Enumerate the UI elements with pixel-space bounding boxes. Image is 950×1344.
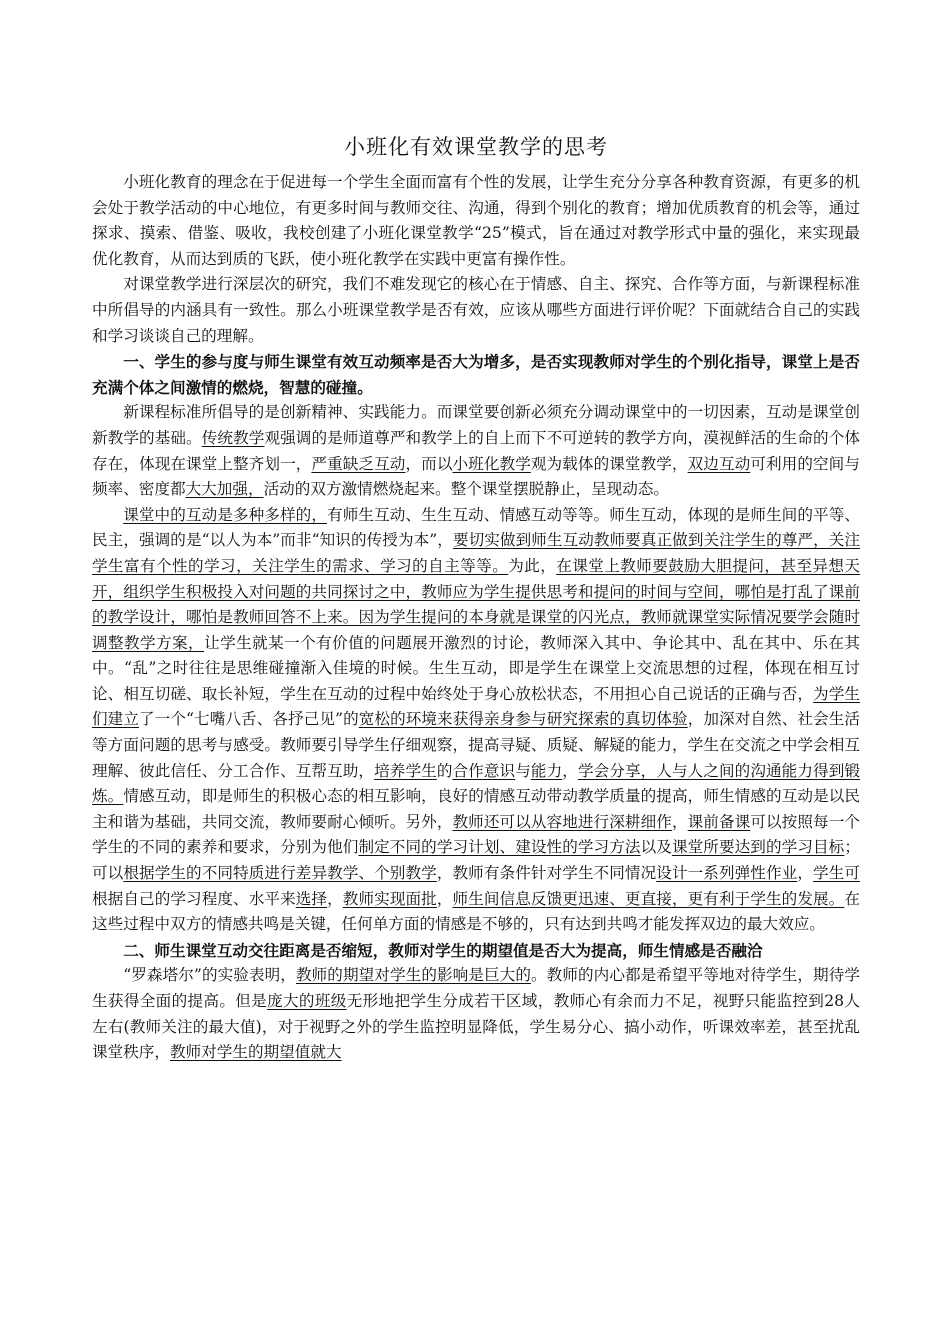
underlined-text: 根据学生的不同特质进行差异教学、个别教学 [123,864,437,883]
text-run: ， [562,761,578,780]
text-run: 可以按照每一个学生的不同的素养和要求，分别为他们 [92,812,860,857]
text-run: 活动的双方激情燃烧起来。整个课堂摆脱静止，呈现动态。 [263,480,670,499]
text-run: 无形地把学生分成若干区域，教师心有余而力不足，视野只能监控到28人左右(教师关注的最大值)，对于视野之外的学生监控明显降低，学生易分心、搞小动作，听课效率差，甚至扰乱课堂秩序， [92,992,860,1062]
text-run: 与 [515,761,531,780]
text-run: 有师生互动、生生互动、情感互动等等。师生互动，体现的是师生间的平等、民主，强调的是“以人为本”而非“知识的传授为本”， [92,505,860,550]
text-run: 情感互动，即是师生的积极心态的相互影响，良好的情感互动带动教学质量的提高，师生情感的互动是以民主和谐为基础，共同交流，教师要耐心倾听。另外， [92,787,860,831]
underlined-text: 课堂所要达到的学习目标 [671,838,845,857]
underlined-text: 传统教学 [201,428,265,447]
text-run: ， [797,864,814,883]
underlined-text: 教师的期望对学生的影响是巨大的 [295,966,531,985]
document-title: 小班化有效课堂教学的思考 [344,135,608,159]
underlined-text: 双边互动 [687,454,751,473]
underlined-text: 师生间信息反馈更迅速、更直接，更有利于学生的发展。 [452,889,845,908]
text-run: ，加深对自然、社会生活等方面问题的思考与感受。教师要引导学生仔细观察，提高寻疑、质疑、解疑的能力，学生在交流之中学会相互理解、彼此信任、分工合作、互帮互助， [92,710,860,780]
text-run: 。教师的内心都是希望平等地对待学生，期待学生获得全面的提高。但是 [92,966,860,1010]
paragraph-intro: 小班化教育的理念在于促进每一个学生全面而富有个性的发展，让学生充分分享各种教育资源，有更多的机会处于教学活动的中心地位，有更多时间与教师交往、沟通，得到个别化的教育；增加优质教育的机会等，通过探求、摸索、借鉴、吸收，我校创建了小班化课堂教学“25”模式，旨在通过对教学形式中量的强化，来实现最优化教育，从而达到质的飞跃，使小班化教学在实践中更富有操作性。 [92,173,860,268]
underlined-text: 学生可 [813,864,860,883]
underlined-text: 小班化教学 [452,454,531,473]
text-run: ， [436,889,453,908]
text-run: 可利用的空间与频率、密度都 [92,454,860,499]
underlined-text: 为学生们建立 [92,684,860,729]
underlined-text: 学会分享，人与人之间的沟通能力得到锻炼。 [92,761,860,806]
text-run: ，教师有条件针对学生不同情况 [436,864,657,883]
text-run: ；可以 [92,838,860,883]
paragraph-rosenthal [92,963,860,1065]
text-run: 在这些过程中双方的情感共鸣是关键，任何单方面的情感是不够的，只有达到共鸣才能发挥双边的最大效应。 [92,889,860,934]
text-run: 让学生就某一个有价值的问题展开激烈的讨论，教师深入其中、争论其中、乱在其中、乐在其中。“乱”之时往往是思维碰撞渐入佳境的时候。生生互动，即是学生在课堂上交流思想的过程，体现在相互讨论、相互切磋、取长补短，学生在互动的过程中始终处于身心放松状态，不用担心自己说话的正确与否， [92,633,860,703]
underlined-text: 庞大的班级 [267,992,347,1010]
underlined-text: 要切实做到师生互动教师要真正做到关注学生的尊严，关注学生富有个性的学习，关注学生的需求、学习的自主等等。 [92,531,860,575]
paragraph-interaction-basis [92,400,860,502]
underlined-text: 培养学生 [374,761,437,780]
text-run: 的 [436,761,453,780]
text-run: 根据自己的学习程度、水平来 [92,889,296,908]
underlined-text: 大大加强， [185,480,264,499]
underlined-text: 设计一系列弹性作业 [656,864,798,883]
text-run: “罗森塔尔”的实验表明， [123,966,296,985]
section-heading-1: 一、学生的参与度与师生课堂有效互动频率是否大为增多，是否实现教师对学生的个别化指导，课堂上是否充满个体之间激情的燃烧，智慧的碰撞。 [92,352,860,397]
underlined-text: 宽松的环境来获得亲身参与研究探索的真切体验 [358,710,688,729]
section-heading-2: 二、师生课堂互动交往距离是否缩短，教师对学生的期望值是否大为提高，师生情感是否融洽 [123,940,763,960]
underlined-text: 严重缺乏互动 [311,454,406,473]
underlined-text: 教师还可以从容地进行深耕细作 [452,812,672,831]
text-run: 以及 [640,838,672,857]
text-run: ， [671,812,688,831]
underlined-text: 课堂中的互动是多种多样的， [123,505,328,524]
text-run: ，而以 [405,454,453,473]
paragraph-interaction-types [92,503,860,938]
text-run: 观为载体的课堂教学， [530,454,688,473]
underlined-text: 能力 [530,761,563,780]
document-page [92,128,860,1066]
underlined-text: 教师对学生的期望值就大 [169,1043,342,1062]
text-run: ， [327,889,343,908]
underlined-text: 制定不同的学习计划、建设性的学习方法 [358,838,641,857]
text-run: 观强调的是师道尊严和教学上的自上而下不可逆转的教学方向，漠视鲜活的生命的个体存在，体现在课堂上整齐划一， [92,428,860,473]
text-run: 为此， [508,556,557,575]
underlined-text: 教师实现面批 [342,889,437,908]
underlined-text: 在课堂上教师要鼓励大胆提问，甚至异想天开，组织学生积极投入对问题的共同探讨之中，教师应为学生提供思考和提问的时间与空间，哪怕是打乱了课前的教学设计，哪怕是教师回答不上来。因为学生提问的本身就是课堂的闪光点，教师就课堂实际情况要学会随时调整教学方案， [92,556,860,652]
underlined-text: 选择 [295,889,328,908]
text-run: 了一个“七嘴八舌、各抒己见”的 [139,710,359,729]
underlined-text: 合作意识 [452,761,516,780]
underlined-text: 课前备课 [687,812,751,831]
text-run: 新课程标准所倡导的是创新精神、实践能力。而课堂要创新必须充分调动课堂中的一切因素，互动是课堂创新教学的基础。 [92,403,860,447]
paragraph-core: 对课堂教学进行深层次的研究，我们不难发现它的核心在于情感、自主、探究、合作等方面，与新课程标准中所倡导的内涵具有一致性。那么小班课堂教学是否有效，应该从哪些方面进行评价呢？下面就结合自己的实践和学习谈谈自己的理解。 [92,275,860,345]
